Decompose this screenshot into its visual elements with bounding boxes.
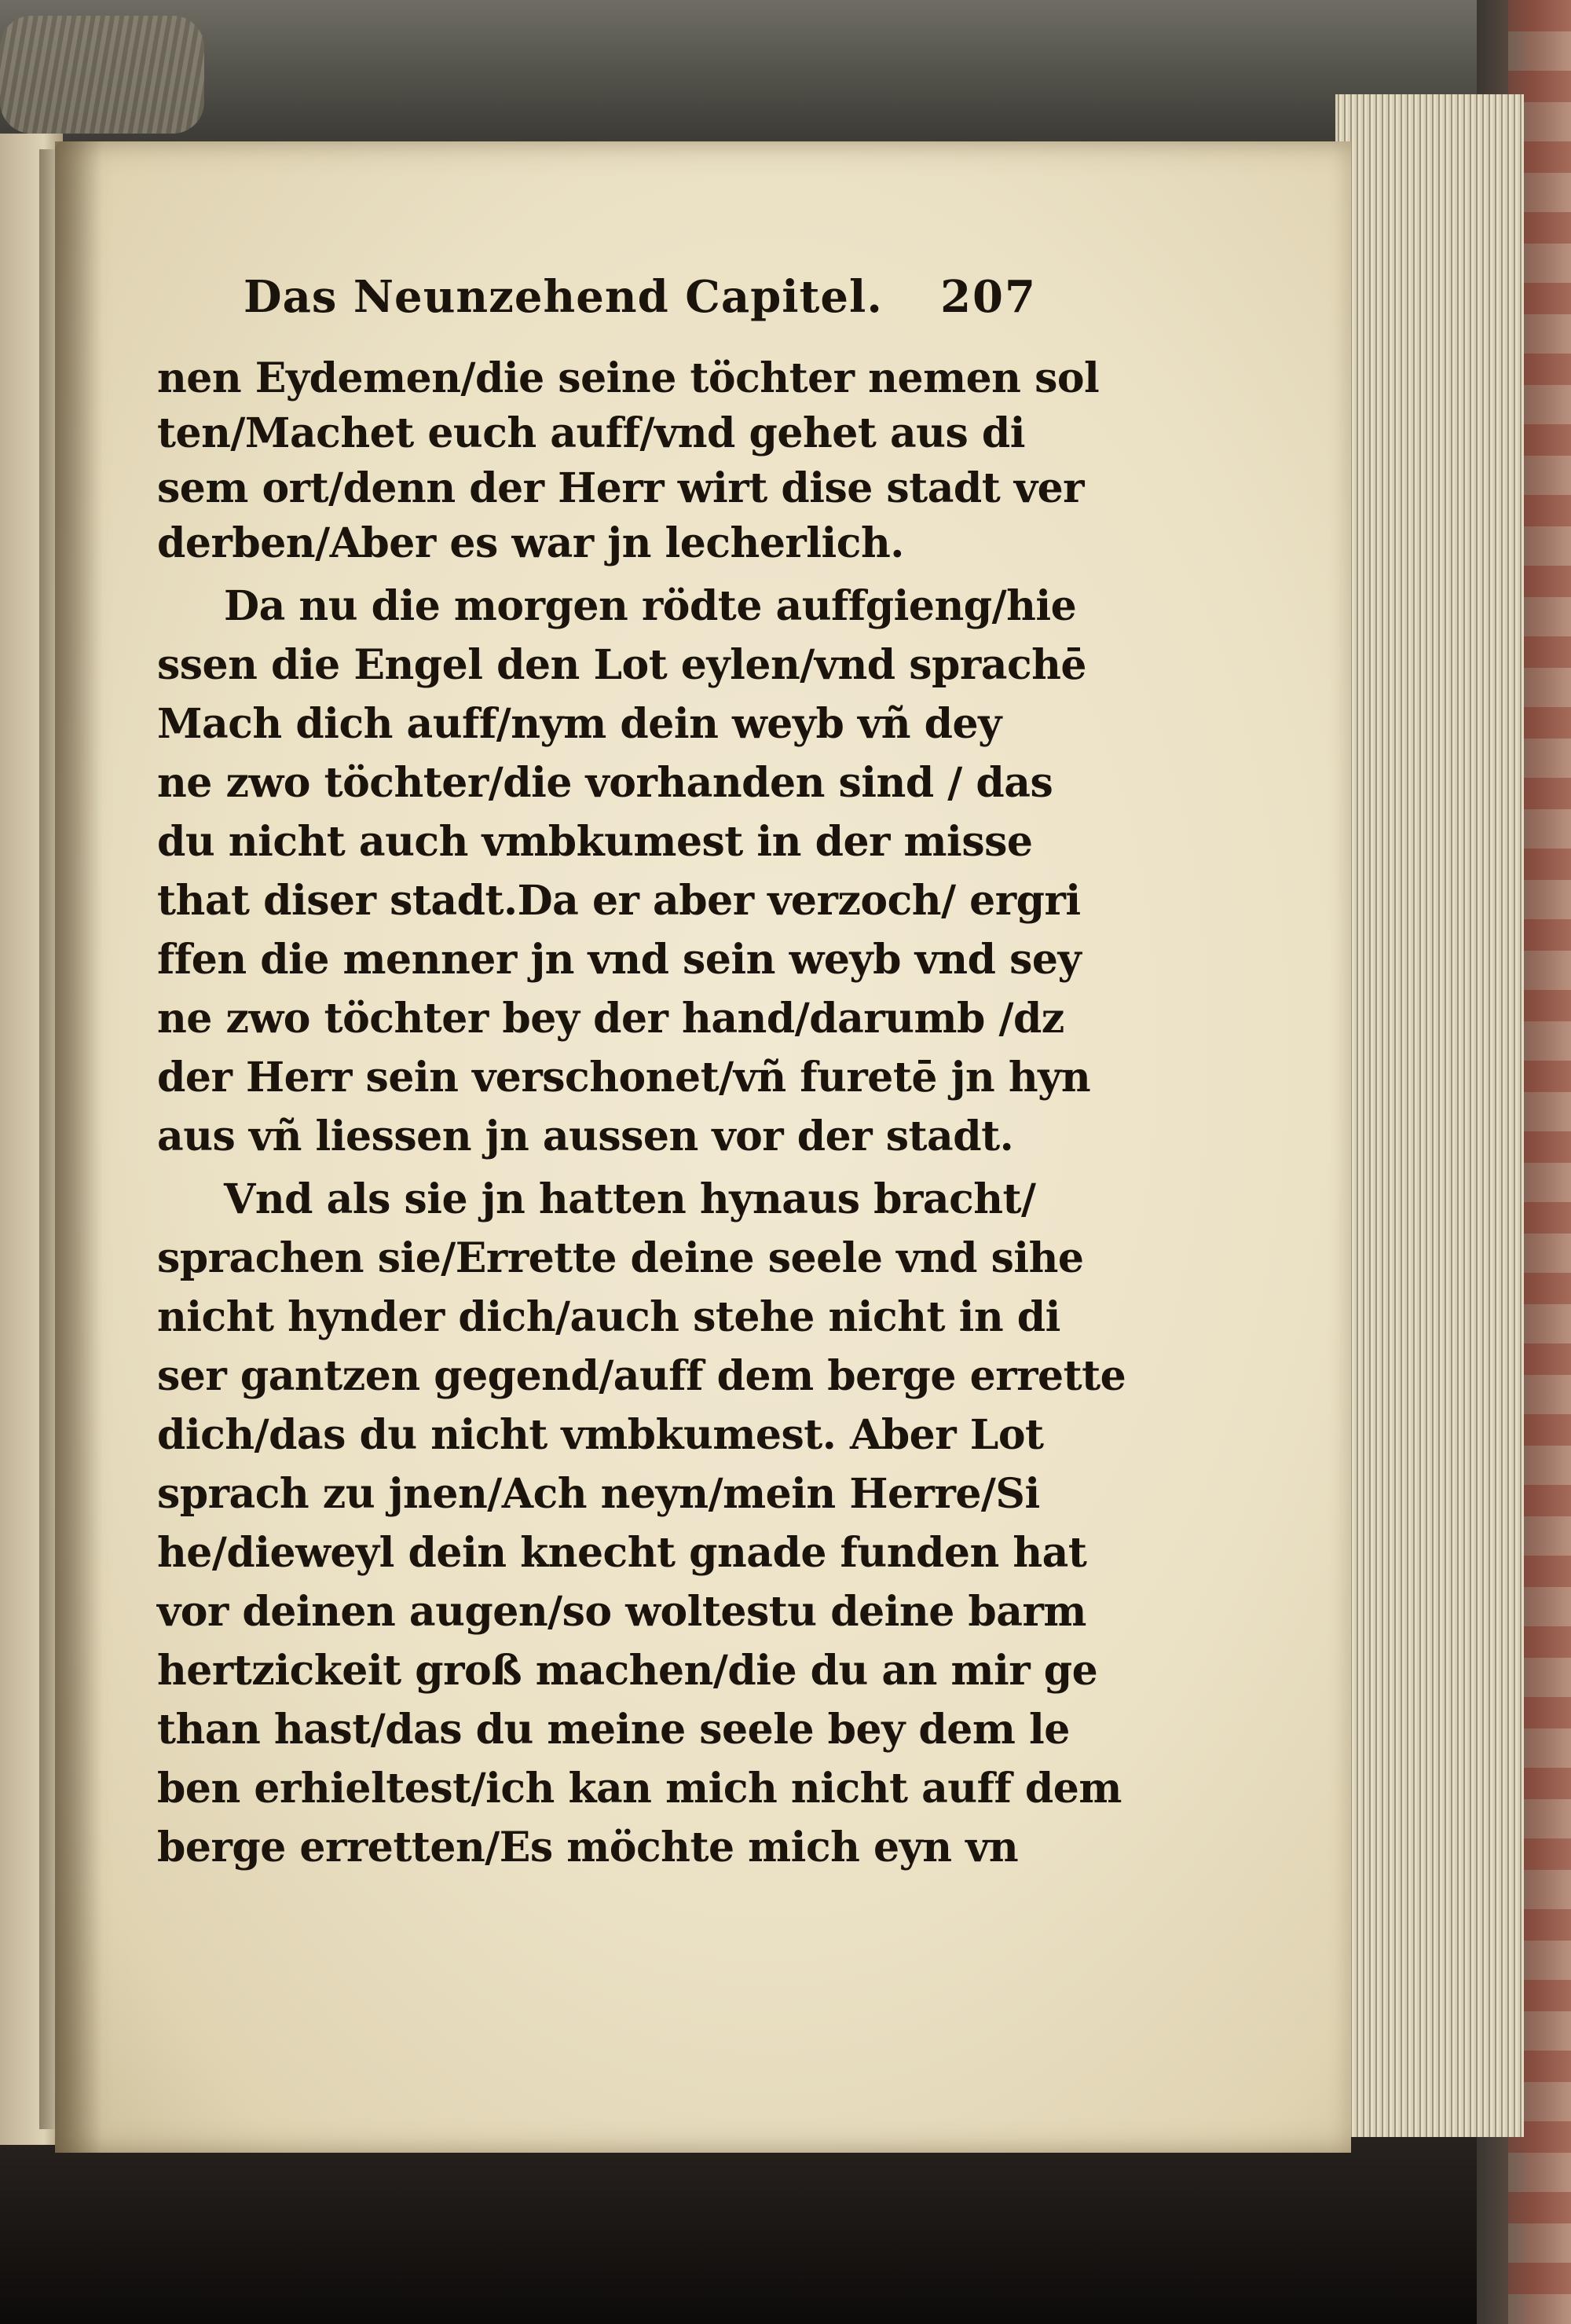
text-line: nicht hynder dich/auch stehe nicht in di	[157, 1293, 1060, 1341]
text-line: dich/das du nicht vmbkumest. Aber Lot	[157, 1411, 1044, 1459]
text-line: sprachen sie/Errette deine seele vnd sihe	[157, 1234, 1084, 1282]
text-line: aus vñ liessen jn aussen vor der stadt.	[157, 1113, 1014, 1160]
text-line: ssen die Engel den Lot eylen/vnd sprachē	[157, 641, 1087, 689]
text-line: derben/Aber es war jn lecherlich.	[157, 519, 904, 567]
text-line: sprach zu jnen/Ach neyn/mein Herre/Si	[157, 1470, 1040, 1518]
text-line: ten/Machet euch auff/vnd gehet aus di	[157, 409, 1025, 457]
text-line: Mach dich auff/nym dein weyb vñ dey	[157, 700, 1002, 748]
text-line: ne zwo töchter bey der hand/darumb /dz	[157, 995, 1064, 1043]
chapter-title: Das Neunzehend Capitel.	[244, 271, 883, 323]
text-line: ne zwo töchter/die vorhanden sind / das	[157, 759, 1053, 807]
text-line: hertzickeit groß machen/die du an mir ge	[157, 1647, 1098, 1695]
text-line: nen Eydemen/die seine töchter nemen sol	[157, 354, 1100, 402]
text-line: ffen die menner jn vnd sein weyb vnd sey	[157, 936, 1082, 984]
text-line: that diser stadt.Da er aber verzoch/ ergri	[157, 877, 1081, 925]
text-line: Vnd als sie jn hatten hynaus bracht/	[224, 1175, 1036, 1223]
running-head	[244, 271, 1037, 334]
page-number: 207	[940, 271, 1037, 323]
text-line: he/dieweyl dein knecht gnade funden hat	[157, 1529, 1087, 1577]
text-line: berge erretten/Es möchte mich eyn vn	[157, 1824, 1019, 1871]
text-line: Da nu die morgen rödte auffgieng/hie	[224, 582, 1077, 630]
text-line: du nicht auch vmbkumest in der misse	[157, 818, 1033, 866]
text-line: der Herr sein verschonet/vñ furetē jn hyn	[157, 1054, 1091, 1102]
gutter-shadow	[55, 141, 102, 2153]
text-line: vor deinen augen/so woltestu deine barm	[157, 1588, 1086, 1636]
text-line: sem ort/denn der Herr wirt dise stadt ver	[157, 464, 1085, 512]
book-spine-top	[0, 0, 1524, 165]
page-edges	[1335, 94, 1524, 2137]
text-line: ser gantzen gegend/auff dem berge errette	[157, 1352, 1126, 1400]
text-line: ben erhieltest/ich kan mich nicht auff dem	[157, 1765, 1122, 1813]
text-line: than hast/das du meine seele bey dem le	[157, 1706, 1070, 1754]
